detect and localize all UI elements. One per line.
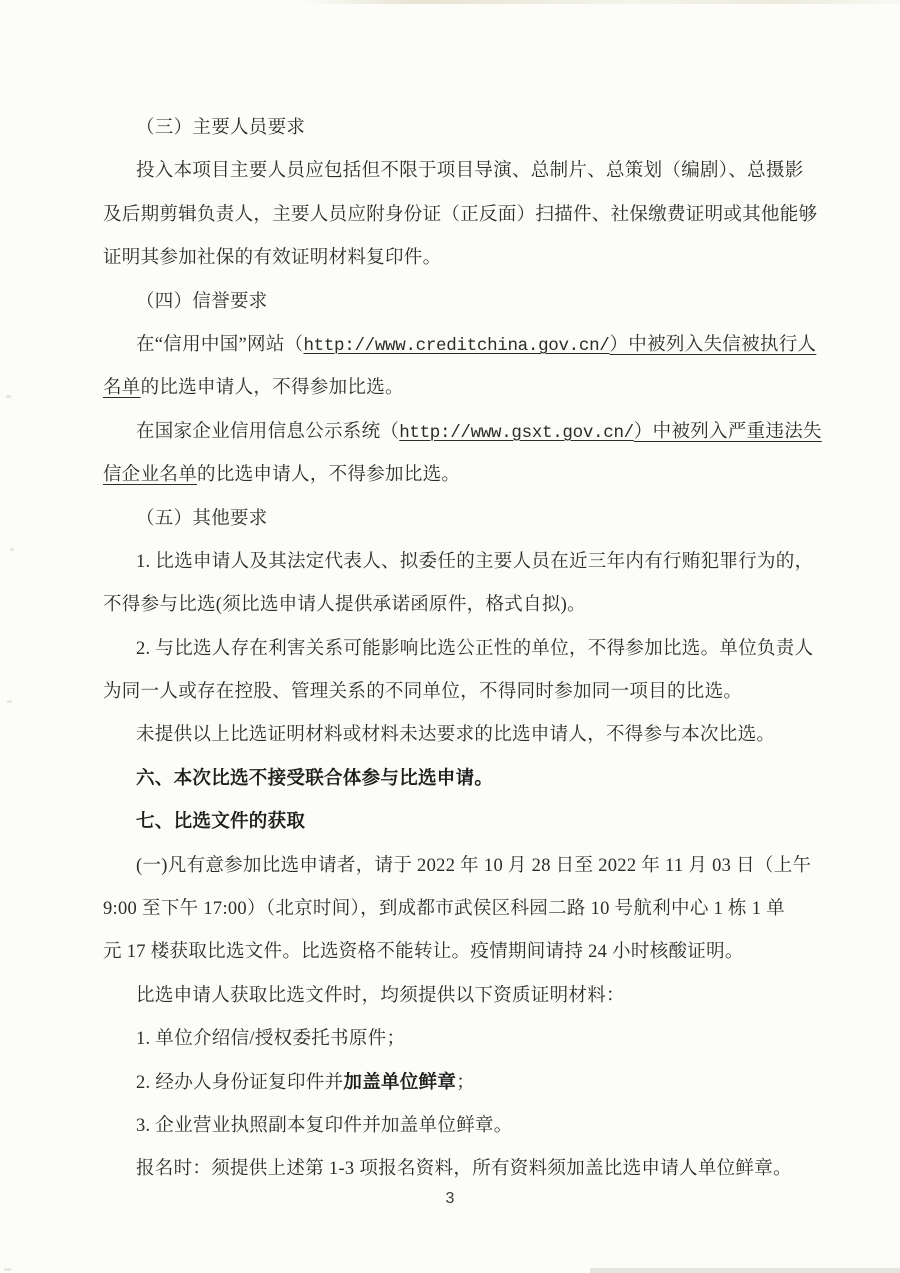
text-line (103, 1148, 812, 1191)
text-segment: （四）信誉要求 (136, 291, 268, 312)
text-segment: 9:00 至下午 17:00）（北京时间），到成都市武侯区科园二路 10 号航利中心 1 栋 1 单 (103, 899, 786, 920)
text-line (103, 931, 812, 974)
text-segment: 报名时：须提供上述第 1-3 项报名资料，所有资料须加盖比选申请人单位鲜章。 (136, 1159, 792, 1180)
page-number: 3 (445, 1190, 455, 1207)
text-line (103, 150, 812, 193)
text-segment: 1. 单位介绍信/授权委托书原件； (136, 1029, 406, 1050)
text-segment: 名单 (103, 378, 141, 399)
document-body (0, 107, 900, 1192)
text-segment: 3. 企业营业执照副本复印件并加盖单位鲜章。 (136, 1115, 513, 1136)
text-segment: 元 17 楼获取比选文件。比选资格不能转让。疫情期间请持 24 小时核酸证明。 (103, 942, 744, 963)
text-segment: 在“信用中国”网站（ (136, 334, 304, 355)
text-segment: 的比选申请人，不得参加比选。 (140, 378, 404, 399)
text-line (103, 237, 812, 280)
text-segment: 在国家企业信用信息公示系统（ (136, 421, 400, 442)
text-line (103, 845, 812, 888)
text-line (103, 541, 812, 584)
scan-artifact-top-streak (300, 0, 900, 4)
text-segment: (一)凡有意参加比选申请者，请于 2022 年 10 月 28 日至 2022 年 11 月 03 日（上午 (136, 855, 812, 876)
text-line (103, 628, 812, 671)
text-line (103, 367, 812, 410)
text-segment: 比选申请人获取比选文件时，均须提供以下资质证明材料： (136, 985, 625, 1006)
text-line (103, 1062, 812, 1105)
text-segment: ； (456, 1072, 476, 1093)
text-segment: ）中被列入失信被执行人 (609, 334, 817, 355)
text-line (103, 454, 812, 497)
text-segment: ）中被列入严重违法失 (633, 421, 822, 442)
text-segment: （三）主要人员要求 (136, 118, 306, 138)
text-segment: 七、比选文件的获取 (136, 812, 306, 833)
text-segment: 的比选申请人，不得参加比选。 (197, 465, 461, 486)
text-line (103, 498, 812, 541)
text-line (103, 758, 812, 801)
text-line (103, 324, 817, 367)
text-line (103, 1018, 812, 1061)
text-line (103, 107, 812, 150)
text-line (103, 714, 812, 757)
text-segment: 2. 与比选人存在利害关系可能影响比选公正性的单位，不得参加比选。单位负责人 (136, 638, 814, 659)
url-text: http://www.gsxt.gov.cn/ (399, 422, 634, 443)
text-line (103, 801, 812, 844)
text-segment: 六、本次比选不接受联合体参与比选申请。 (136, 768, 494, 789)
text-segment: 未提供以上比选证明材料或材料未达要求的比选申请人，不得参与本次比选。 (136, 725, 776, 746)
text-segment: 2. 经办人身份证复印件并 (136, 1072, 344, 1093)
text-line (103, 281, 812, 324)
text-segment: 为同一人或存在控股、管理关系的不同单位，不得同时参加同一项目的比选。 (103, 682, 743, 703)
text-segment: 1. 比选申请人及其法定代表人、拟委任的主要人员在近三年内有行贿犯罪行为的， (136, 551, 814, 572)
text-line (103, 888, 812, 931)
text-line (103, 671, 812, 714)
text-line (103, 194, 818, 237)
text-line (103, 411, 822, 454)
text-segment: 投入本项目主要人员应包括但不限于项目导演、总制片、总策划（编剧）、总摄影 (136, 161, 804, 182)
text-segment: （五）其他要求 (136, 508, 268, 529)
text-line (103, 1105, 812, 1148)
text-line (103, 975, 812, 1018)
url-text: http://www.creditchina.gov.cn/ (303, 335, 610, 356)
text-segment: 证明其参加社保的有效证明材料复印件。 (103, 248, 442, 269)
text-segment: 加盖单位鲜章 (343, 1072, 457, 1093)
text-segment: 及后期剪辑负责人，主要人员应附身份证（正反面）扫描件、社保缴费证明或其他能够 (103, 204, 818, 225)
text-line (103, 584, 812, 627)
scan-artifact-speck (4, 1268, 11, 1271)
scan-artifact-bottom-streak (590, 1268, 900, 1273)
text-segment: 信企业名单 (103, 465, 198, 486)
text-segment: 不得参与比选(须比选申请人提供承诺函原件，格式自拟)。 (103, 595, 586, 616)
